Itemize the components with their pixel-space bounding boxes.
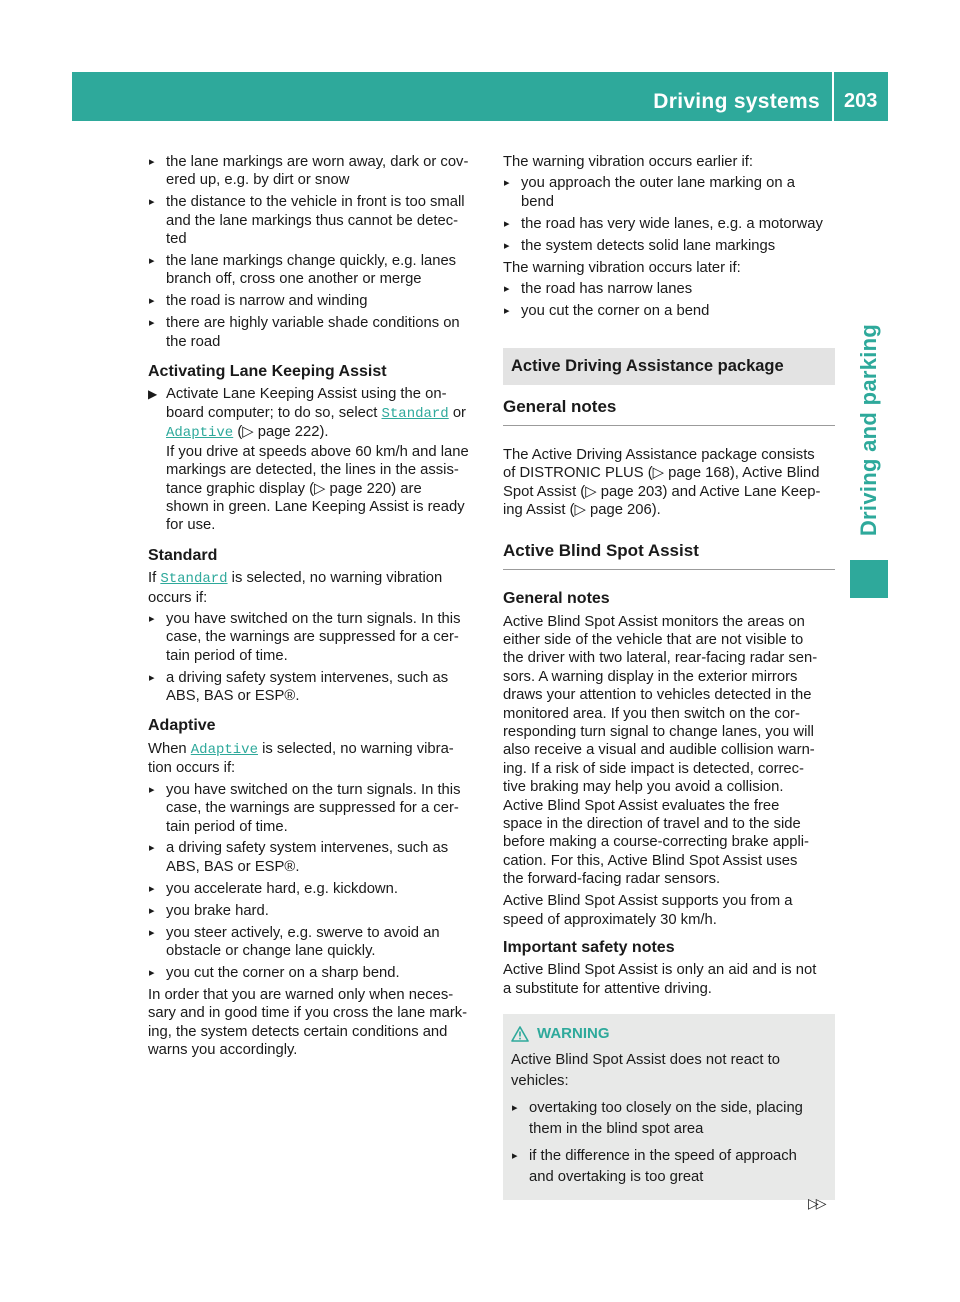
list-item: ▸ the lane markings change quickly, e.g. lanes branch off, cross one another or merge (148, 252, 484, 289)
later-intro: The warning vibration occurs later if: (503, 259, 741, 276)
later-list (503, 280, 835, 320)
activation-step: ▶ Activate Lane Keeping Assist using the on- board computer; to do so, select Standard or Adaptive (▷ page 222). If you drive at speeds above 60 km/h and lane markings are detected, the lines in the assis- tance graphic display (▷ page 220) are shown in green. Lane Keeping Assist is ready for use. (148, 386, 469, 534)
list-item: ▸ you brake hard. (148, 902, 484, 920)
safety-heading: Important safety notes (503, 938, 675, 956)
list-item: ▸ you accelerate hard, e.g. kickdown. (148, 880, 484, 898)
warning-box (503, 1014, 835, 1200)
adaptive-list (148, 781, 484, 983)
standard-link[interactable]: Standard (160, 571, 228, 588)
abs-general-notes-heading: General notes (503, 590, 610, 608)
earlier-list (503, 174, 835, 255)
list-item: ▸ there are highly variable shade conditions on the road (148, 314, 484, 351)
header-separator (832, 72, 834, 121)
section-side-tab (850, 300, 888, 560)
blind-spot-heading: Active Blind Spot Assist (503, 542, 835, 570)
right-column (503, 153, 835, 1200)
safety-paragraph: Active Blind Spot Assist is only an aid and is not a substitute for attentive driving. (503, 962, 817, 997)
package-heading: Active Driving Assistance package (503, 348, 835, 384)
continue-arrow-icon: ▷▷ (808, 1195, 824, 1211)
standard-heading: Standard (148, 546, 218, 564)
standard-intro: If Standard is selected, no warning vibration (148, 570, 443, 588)
package-paragraph: The Active Driving Assistance package consists of DISTRONIC PLUS (▷ page 168), Active Blind Spot Assist (▷ page 203) and Active Lane Keep- ing Assist (▷ page 206). (503, 447, 821, 519)
warning-intro: Active Blind Spot Assist does not react to vehicles: (511, 1052, 780, 1090)
page-number: 203 (844, 90, 878, 112)
page-title: Driving systems (653, 90, 820, 113)
list-item: ▸ you have switched on the turn signals. In this case, the warnings are suppressed for a cer- tain period of time. (148, 781, 484, 836)
list-item: ▸ a driving safety system intervenes, such as ABS, BAS or ESP®. (148, 839, 484, 876)
standard-link[interactable]: Standard (381, 405, 449, 422)
list-item: ▸ the lane markings are worn away, dark or cov- ered up, e.g. by dirt or snow (148, 153, 484, 190)
adaptive-link[interactable]: Adaptive (166, 425, 234, 442)
section-side-tab-label: Driving and parking (856, 323, 881, 537)
list-item: ▸ you approach the outer lane marking on a bend (503, 174, 835, 211)
warning-title: WARNING (537, 1025, 610, 1043)
list-item: ▸ if the difference in the speed of approach and overtaking is too great (511, 1146, 826, 1188)
closing-paragraph: In order that you are warned only when neces- sary and in good time if you cross the lane mark- ing, the system detects certain conditions and warns you accordingly. (148, 986, 468, 1058)
standard-list (148, 610, 484, 706)
list-item: ▸ you cut the corner on a bend (503, 302, 835, 320)
adaptive-link[interactable]: Adaptive (190, 741, 258, 758)
earlier-intro: The warning vibration occurs earlier if: (503, 154, 754, 170)
list-item: ▸ you cut the corner on a sharp bend. (148, 964, 484, 982)
left-column: ▸ the lane markings are worn away, dark or cov- ered up, e.g. by dirt or snow ▸ the distance to the vehicle in front is too small and the lane markings thus cannot be detec- ted ▸ the lane markings change quickly, e.g. lanes branch off, cross one another or merge ▸ the road is narrow and winding ▸ there are highly variable shade conditions on the road Activating Lane Keeping Assist ▶ Activate Lane Keeping Assist using the on- board computer; to do so, select Standard or Adaptive (▷ page 222). If you drive at speeds above 60 km/h and lane markings are detected, the lines in the assis- tance graphic display (▷ page 220) are shown in green. Lane Keeping Assist is ready for use. Standard If Standard is selected, no warning vibration occurs if: ▸ you have switched on the turn signals. In this case, the warnings are suppressed for a cer- tain period of time. ▸ a driving safety system intervenes, such as ABS, BAS or ESP®. Adaptive When Adaptive is selected, no warning vibra- tion occurs if: ▸ you have switched on the turn signals. In this case, the warnings are suppressed for a cer- tain period of time. ▸ a driving safety system intervenes, such as ABS, BAS or ESP®. ▸ you accelerate hard, e.g. kickdown. ▸ you brake hard. ▸ you steer actively, e.g. swerve to avoid an obstacle or change lane quickly. ▸ you cut the corner on a sharp bend. In order that you are warned only when neces- sary and in good time if you cross the lane mark- ing, the system detects certain conditions and warns you accordingly. (148, 153, 484, 1059)
list-item: ▸ overtaking too closely on the side, placing them in the blind spot area (511, 1098, 826, 1140)
step-arrow-icon: ▶ (148, 387, 158, 402)
section-marker (850, 560, 888, 598)
abs-speed-paragraph: Active Blind Spot Assist supports you from a speed of approximately 30 km/h. (503, 893, 793, 928)
list-item: ▸ the road has very wide lanes, e.g. a motorway (503, 215, 835, 233)
adaptive-heading: Adaptive (148, 717, 216, 735)
warning-list (511, 1098, 826, 1188)
list-item: ▸ the distance to the vehicle in front is too small and the lane markings thus cannot be detec- ted (148, 193, 484, 248)
list-item: ▸ the system detects solid lane markings (503, 237, 835, 255)
list-item: ▸ a driving safety system intervenes, such as ABS, BAS or ESP®. (148, 669, 484, 706)
list-item: ▸ the road is narrow and winding (148, 292, 484, 310)
list-item: ▸ you steer actively, e.g. swerve to avoid an obstacle or change lane quickly. (148, 924, 484, 961)
warning-triangle-icon (511, 1026, 529, 1042)
conditions-list (148, 153, 484, 351)
abs-paragraph: Active Blind Spot Assist monitors the areas on either side of the vehicle that are not visible to the driver with two lateral, rear-facing radar sen- sors. A warning display in the exterior mirrors draws your attention to vehicles detected in the monitored area. If you then switch on the cor- responding turn signal to change lanes, you will also receive a visual and audible collision warn- ing. If a risk of side impact is detected, correc- tive braking may help you avoid a collision. Active Blind Spot Assist evaluates the free space in the direction of travel and to the side before making a course-correcting brake appli- cation. For this, Active Blind Spot Assist uses the forward-facing radar sensors. (503, 613, 818, 888)
activating-heading: Activating Lane Keeping Assist (148, 363, 387, 381)
general-notes-heading: General notes (503, 398, 835, 426)
adaptive-intro: When Adaptive is selected, no warning vibra- (148, 740, 454, 758)
list-item: ▸ the road has narrow lanes (503, 280, 835, 298)
list-item: ▸ you have switched on the turn signals. In this case, the warnings are suppressed for a cer- tain period of time. (148, 610, 484, 665)
